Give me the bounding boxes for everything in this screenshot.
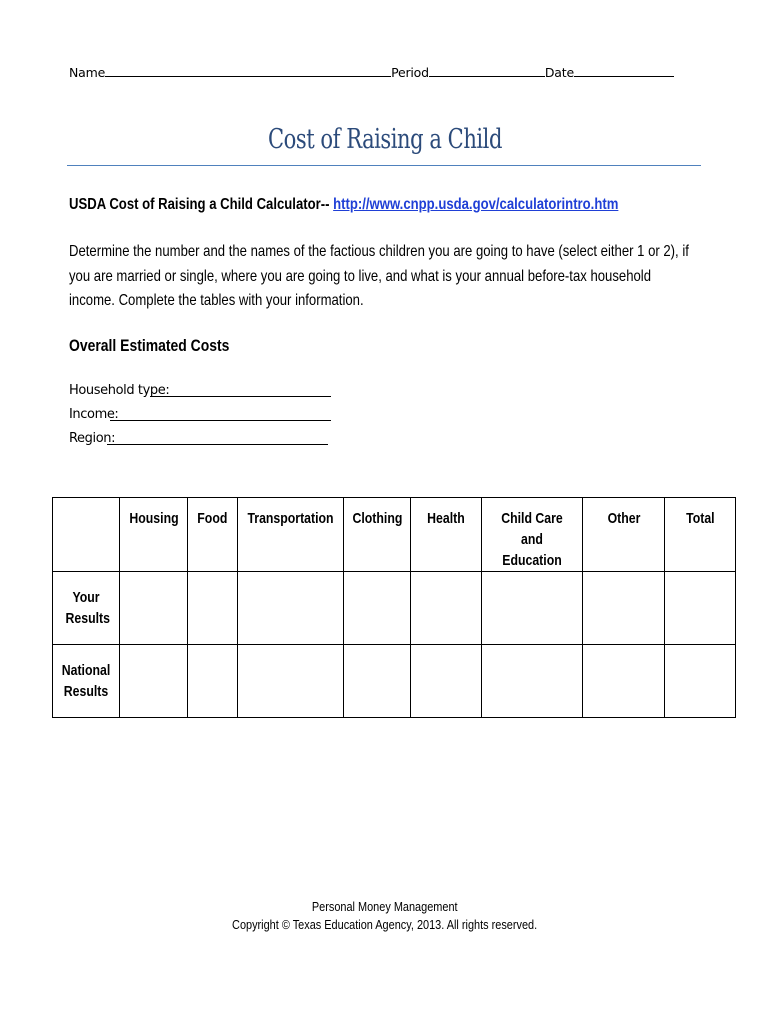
- region-label: Region:: [69, 431, 116, 446]
- household-type-field: [69, 383, 169, 398]
- income-field: [69, 407, 118, 422]
- table-row: [53, 572, 736, 645]
- table-cell[interactable]: [482, 645, 583, 718]
- table-cell[interactable]: [120, 645, 188, 718]
- table-cell[interactable]: [583, 645, 665, 718]
- footer-course: Personal Money Management: [312, 899, 458, 914]
- period-blank: [429, 64, 545, 77]
- table-cell[interactable]: [665, 572, 736, 645]
- column-header: Clothing: [344, 498, 411, 572]
- table-cell[interactable]: [238, 572, 344, 645]
- table-cell[interactable]: [188, 645, 238, 718]
- household-type-blank: [150, 396, 331, 397]
- region-field: [69, 431, 115, 446]
- table-cell[interactable]: [188, 572, 238, 645]
- income-label: Income:: [69, 407, 119, 422]
- page-title: Cost of Raising a Child: [268, 124, 502, 155]
- table-cell[interactable]: [344, 572, 411, 645]
- table-cell[interactable]: [482, 572, 583, 645]
- date-blank: [574, 64, 674, 77]
- date-label: Date: [544, 65, 574, 80]
- table-cell[interactable]: [411, 645, 482, 718]
- table-header-corner: [53, 498, 120, 572]
- table-cell[interactable]: [411, 572, 482, 645]
- footer-copyright: Copyright © Texas Education Agency, 2013. All rights reserved.: [232, 917, 538, 932]
- section-heading: Overall Estimated Costs: [69, 336, 230, 355]
- household-type-label: Household type:: [69, 383, 170, 398]
- table-cell[interactable]: [583, 572, 665, 645]
- page-footer: [0, 898, 770, 934]
- table-cell[interactable]: [344, 645, 411, 718]
- column-header: Transportation: [238, 498, 344, 572]
- name-blank: [105, 64, 391, 77]
- student-info-header: [69, 64, 674, 80]
- row-header: National Results: [53, 645, 120, 718]
- region-blank: [107, 444, 328, 445]
- column-header: Health: [411, 498, 482, 572]
- column-header: Total: [665, 498, 736, 572]
- table-cell[interactable]: [238, 645, 344, 718]
- column-header: Housing: [120, 498, 188, 572]
- table-cell[interactable]: [120, 572, 188, 645]
- table-row: [53, 645, 736, 718]
- cost-comparison-table: [52, 497, 736, 718]
- calculator-line: [69, 196, 618, 214]
- calculator-label: USDA Cost of Raising a Child Calculator--: [69, 196, 330, 213]
- column-header: Child Care and Education: [482, 498, 583, 572]
- income-blank: [110, 420, 331, 421]
- column-header: Other: [583, 498, 665, 572]
- table-header-row: [53, 498, 736, 572]
- column-header: Food: [188, 498, 238, 572]
- period-label: Period: [391, 65, 429, 80]
- title-divider: [67, 165, 701, 166]
- table-cell[interactable]: [665, 645, 736, 718]
- calculator-link[interactable]: http://www.cnpp.usda.gov/calculatorintro.htm: [333, 196, 619, 213]
- name-label: Name: [69, 65, 106, 80]
- instructions-paragraph: Determine the number and the names of the factious children you are going to have (select either 1 or 2), if you are married or single, where you are going to live, and what is your annual before-tax household income. Complete the tables with your information.: [69, 243, 689, 309]
- row-header: Your Results: [53, 572, 120, 645]
